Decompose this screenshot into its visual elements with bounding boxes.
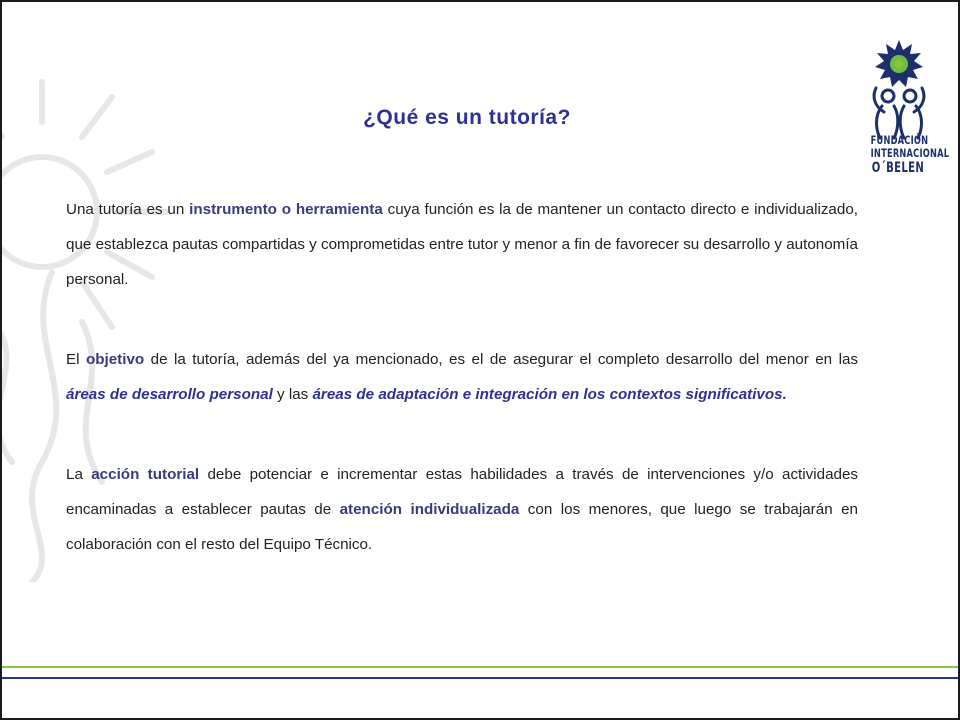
slide-title: ¿Qué es un tutoría? (363, 106, 571, 129)
paragraph-objective (66, 342, 858, 412)
body-text: y las (272, 386, 313, 403)
body-text: El (66, 351, 86, 368)
emphasis-italic-text: áreas de desarrollo personal (66, 386, 273, 403)
paragraph-tutorial-action (66, 457, 858, 562)
emphasis-italic-text: áreas de adaptación e integración en los contextos significativos. (312, 386, 787, 403)
body-text: con los menores, que luego se trabajarán en colaboración con el resto del Equipo Técnico. (66, 501, 858, 553)
logo-line-3: O´BELEN (871, 160, 925, 176)
emphasis-text: acción tutorial (91, 466, 200, 483)
footer-divider-green (2, 666, 958, 668)
body-text: Una tutoría es un (66, 201, 190, 218)
logo-wordmark (870, 133, 950, 177)
body-text: debe potenciar e incrementar estas habilidades a través de intervenciones y/o actividades encaminadas a establecer pautas de (66, 466, 859, 518)
body-text: cuya función es la de mantener un contacto directo e individualizado, que establezca pautas compartidas y comprometidas entre tutor y menor a fin de favorecer su desarrollo y autonomía personal. (66, 201, 858, 288)
logo-line-1: FUNDACIÓN (870, 133, 929, 147)
emphasis-text: objetivo (85, 351, 145, 368)
emphasis-text: atención individualizada (339, 501, 520, 518)
paragraph-definition (66, 192, 858, 297)
footer-divider-blue (2, 677, 958, 679)
body-text: La (66, 466, 92, 483)
emphasis-text: instrumento o herramienta (189, 201, 383, 218)
logo-line-2: INTERNACIONAL (870, 146, 950, 160)
body-text: de la tutoría, además del ya mencionado, es el de asegurar el completo desarrollo del menor en las (144, 351, 858, 368)
